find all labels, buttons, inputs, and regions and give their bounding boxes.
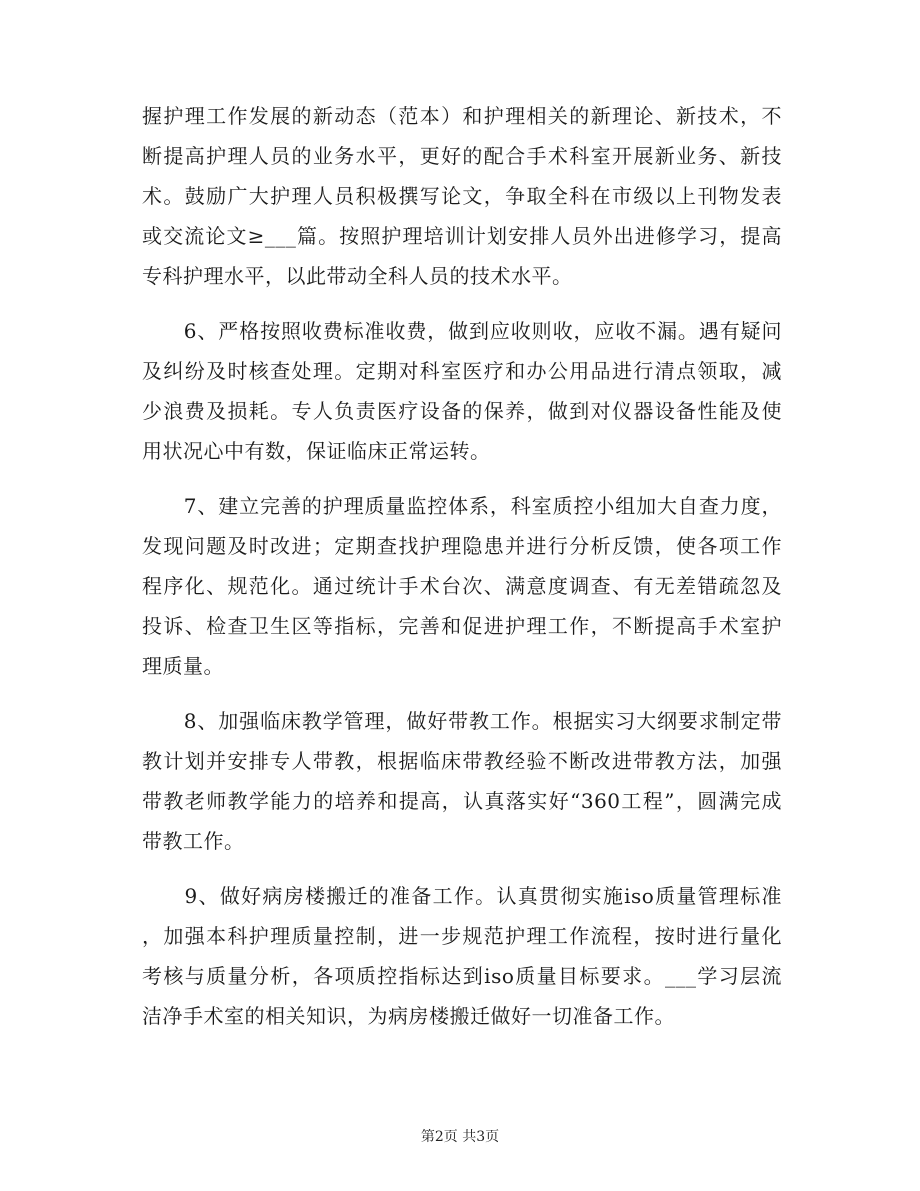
text-line: 理质量。 [142,654,224,678]
text-line: 带教工作。 [142,829,245,853]
page-number-footer: 第2页 共3页 [420,1129,500,1145]
text-line: 术。鼓励广大护理人员积极撰写论文，争取全科在市级以上刊物发表 [142,184,782,208]
text-line: 及纠纷及时核查处理。定期对科室医疗和办公用品进行清点领取，减 [142,359,782,383]
text-line: 专科护理水平，以此带动全科人员的技术水平。 [142,264,573,288]
text-line: 考核与质量分析，各项质控指标达到iso质量目标要求。___学习层流 [142,964,782,988]
paragraph-gap [142,296,782,311]
text-line: 或交流论文≥___篇。按照护理培训计划安排人员外出进修学习，提高 [142,224,782,248]
text-line: 7、建立完善的护理质量监控体系，科室质控小组加大自查力度， [142,494,782,518]
text-line: 程序化、规范化。通过统计手术台次、满意度调查、有无差错疏忽及 [142,574,782,598]
paragraph-item-6 [142,311,782,471]
text-line: 握护理工作发展的新动态（范本）和护理相关的新理论、新技术，不 [142,104,782,128]
text-line: 9、做好病房楼搬迁的准备工作。认真贯彻实施iso质量管理标准 [142,884,782,908]
paragraph-item-9 [142,876,782,1036]
paragraph-1 [142,96,782,296]
document-body [142,96,782,1036]
text-line: 投诉、检查卫生区等指标，完善和促进护理工作，不断提高手术室护 [142,614,782,638]
text-line: 8、加强临床教学管理，做好带教工作。根据实习大纲要求制定带 [142,709,782,733]
text-line: 带教老师教学能力的培养和提高，认真落实好“360工程”，圆满完成 [142,789,782,813]
text-line: 洁净手术室的相关知识，为病房楼搬迁做好一切准备工作。 [142,1004,675,1028]
paragraph-item-7 [142,486,782,686]
text-line: 断提高护理人员的业务水平，更好的配合手术科室开展新业务、新技 [142,144,782,168]
paragraph-gap [142,686,782,701]
text-line: 少浪费及损耗。专人负责医疗设备的保养，做到对仪器设备性能及使 [142,399,782,423]
text-line: ，加强本科护理质量控制，进一步规范护理工作流程，按时进行量化 [142,924,782,948]
text-line: 教计划并安排专人带教，根据临床带教经验不断改进带教方法，加强 [142,749,782,773]
paragraph-gap [142,861,782,876]
text-line: 发现问题及时改进；定期查找护理隐患并进行分析反馈，使各项工作 [142,534,782,558]
paragraph-item-8 [142,701,782,861]
text-line: 6、严格按照收费标准收费，做到应收则收，应收不漏。遇有疑问 [142,319,782,343]
text-line: 用状况心中有数，保证临床正常运转。 [142,439,491,463]
paragraph-gap [142,471,782,486]
